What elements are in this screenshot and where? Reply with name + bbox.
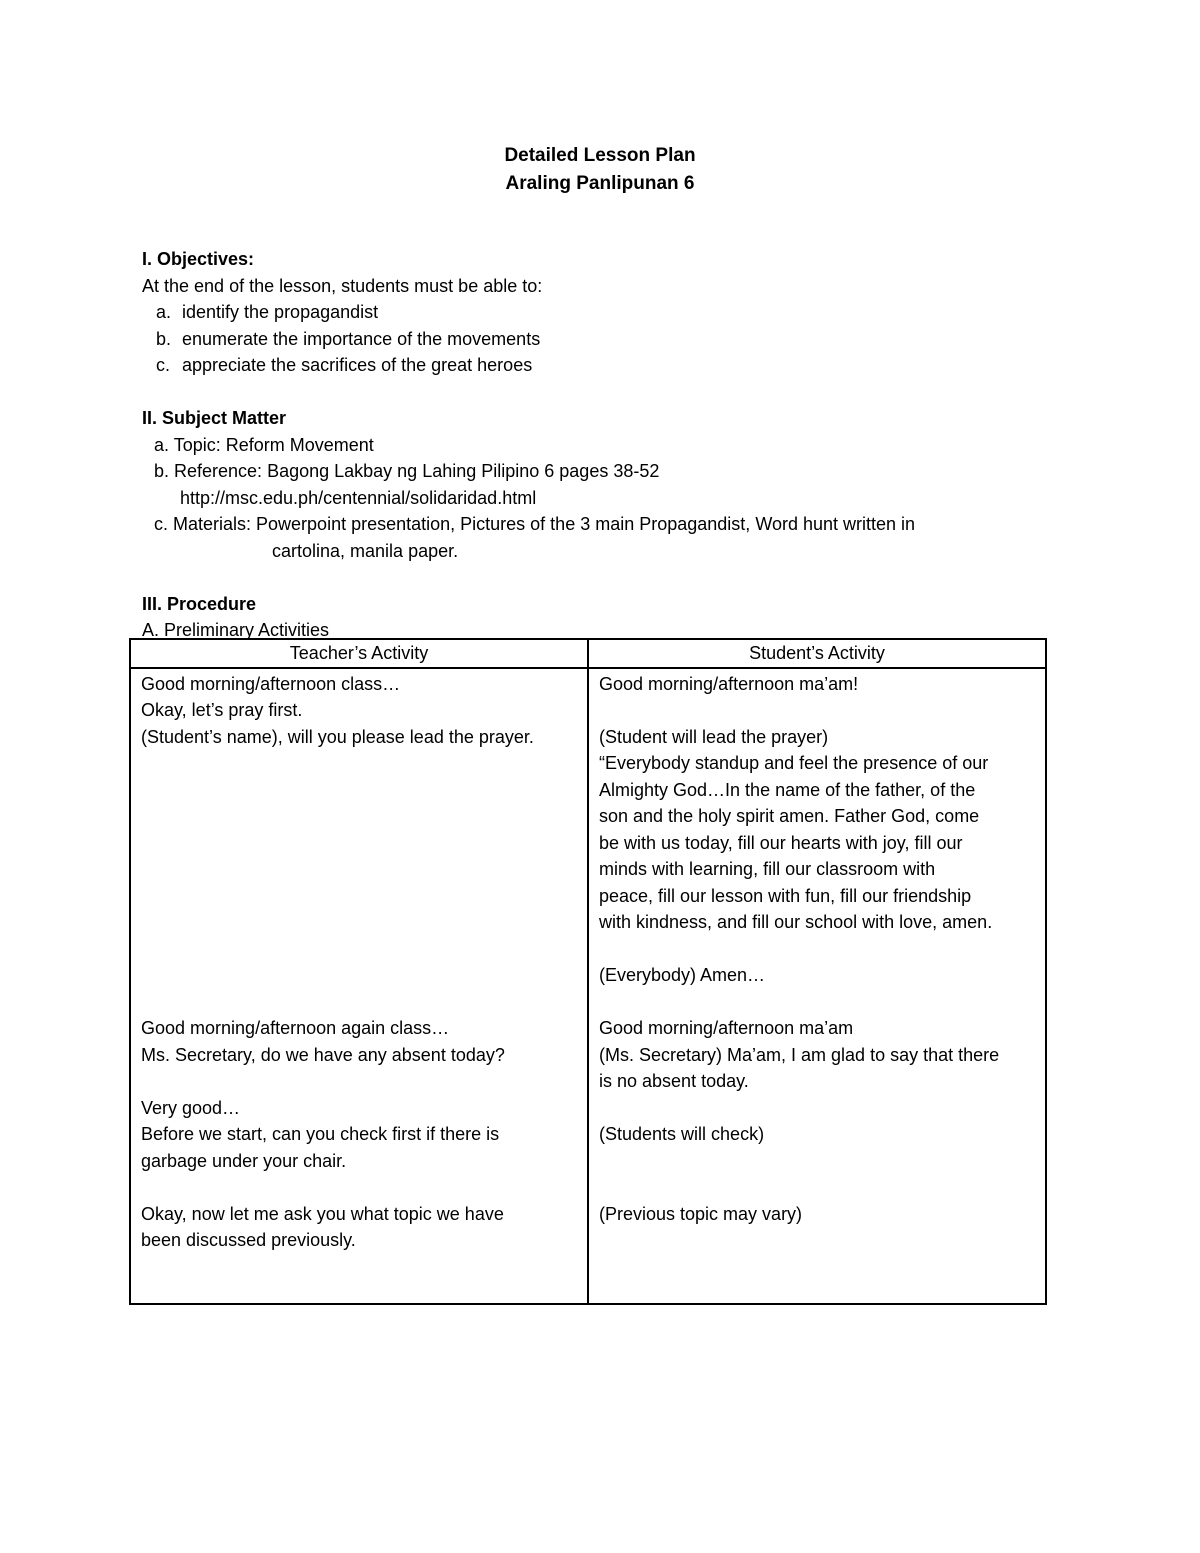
objective-item [142, 299, 1062, 326]
table-row [130, 668, 1046, 1304]
subject-matter-heading: II. Subject Matter [142, 408, 287, 428]
student-line: Good morning/afternoon ma’am [599, 1018, 854, 1038]
student-line: Almighty God…In the name of the father, of the [599, 779, 976, 800]
subject-materials-continued: cartolina, manila paper. [272, 540, 459, 561]
teacher-line: Good morning/afternoon class… [141, 673, 401, 694]
student-line [599, 1148, 1035, 1175]
student-line [599, 697, 1035, 724]
teacher-line: Ms. Secretary, do we have any absent today? [141, 1044, 505, 1065]
student-line: with kindness, and fill our school with love, amen. [599, 912, 993, 932]
student-line: minds with learning, fill our classroom with [599, 859, 936, 879]
objective-item [142, 326, 1062, 353]
teacher-line: Okay, let’s pray first. [141, 700, 303, 720]
student-line [599, 936, 1035, 963]
objective-marker: c. [156, 355, 171, 375]
objective-item [142, 352, 1062, 379]
student-activity-header: Student’s Activity [588, 639, 1046, 668]
student-line: be with us today, fill our hearts with joy, fill our [599, 832, 963, 853]
teacher-line [141, 803, 577, 830]
teacher-line: been discussed previously. [141, 1230, 356, 1250]
teacher-line [141, 856, 577, 883]
objectives-intro: At the end of the lesson, students must be able to: [142, 275, 543, 296]
table-header-row [130, 639, 1046, 668]
student-activity-cell [588, 668, 1046, 1304]
teacher-line [141, 830, 577, 857]
procedure-subheading: A. Preliminary Activities [142, 620, 330, 640]
title-block [0, 142, 1200, 198]
teacher-line: Before we start, can you check first if there is [141, 1124, 500, 1144]
subject-topic: a. Topic: Reform Movement [154, 434, 374, 455]
teacher-line [141, 777, 577, 804]
student-line: (Student will lead the prayer) [599, 726, 829, 747]
student-line [599, 1095, 1035, 1122]
objective-text: identify the propagandist [182, 302, 379, 322]
teacher-line [141, 883, 577, 910]
student-line: Good morning/afternoon ma’am! [599, 673, 859, 694]
objective-marker: a. [156, 302, 172, 322]
objectives-heading: I. Objectives: [142, 249, 255, 269]
teacher-activity-cell [130, 668, 588, 1304]
student-line: peace, fill our lesson with fun, fill our friendship [599, 885, 972, 906]
student-line: (Previous topic may vary) [599, 1203, 803, 1224]
teacher-line: Okay, now let me ask you what topic we have [141, 1203, 504, 1224]
student-line: (Students will check) [599, 1124, 765, 1144]
teacher-line [141, 1174, 577, 1201]
teacher-line [141, 936, 577, 963]
teacher-line [141, 1068, 577, 1095]
document-subtitle: Araling Panlipunan 6 [505, 173, 695, 194]
activities-table [129, 638, 1047, 1305]
teacher-line [141, 962, 577, 989]
objective-text: appreciate the sacrifices of the great heroes [182, 355, 533, 375]
procedure-heading: III. Procedure [142, 593, 257, 614]
student-line: son and the holy spirit amen. Father God, come [599, 806, 980, 826]
teacher-line [141, 750, 577, 777]
document-title: Detailed Lesson Plan [504, 145, 696, 166]
subject-reference: b. Reference: Bagong Lakbay ng Lahing Pilipino 6 pages 38-52 [154, 461, 660, 481]
teacher-line [141, 909, 577, 936]
student-line [599, 989, 1035, 1016]
objective-marker: b. [156, 328, 172, 349]
subject-reference-url: http://msc.edu.ph/centennial/solidaridad.html [180, 487, 537, 508]
teacher-line: garbage under your chair. [141, 1150, 347, 1171]
subject-materials: c. Materials: Powerpoint presentation, Pictures of the 3 main Propagandist, Word hunt written in [154, 514, 916, 534]
student-line [599, 1174, 1035, 1201]
teacher-line [141, 989, 577, 1016]
document-body [142, 246, 1062, 644]
objective-text: enumerate the importance of the movements [182, 328, 541, 349]
student-line: “Everybody standup and feel the presence of our [599, 753, 989, 773]
student-line: (Everybody) Amen… [599, 965, 766, 985]
teacher-line: (Student’s name), will you please lead the prayer. [141, 726, 534, 747]
teacher-activity-header: Teacher’s Activity [130, 639, 588, 668]
student-line: is no absent today. [599, 1071, 749, 1091]
teacher-line: Good morning/afternoon again class… [141, 1018, 450, 1038]
teacher-line: Very good… [141, 1097, 241, 1118]
student-line: (Ms. Secretary) Ma’am, I am glad to say that there [599, 1044, 1000, 1065]
